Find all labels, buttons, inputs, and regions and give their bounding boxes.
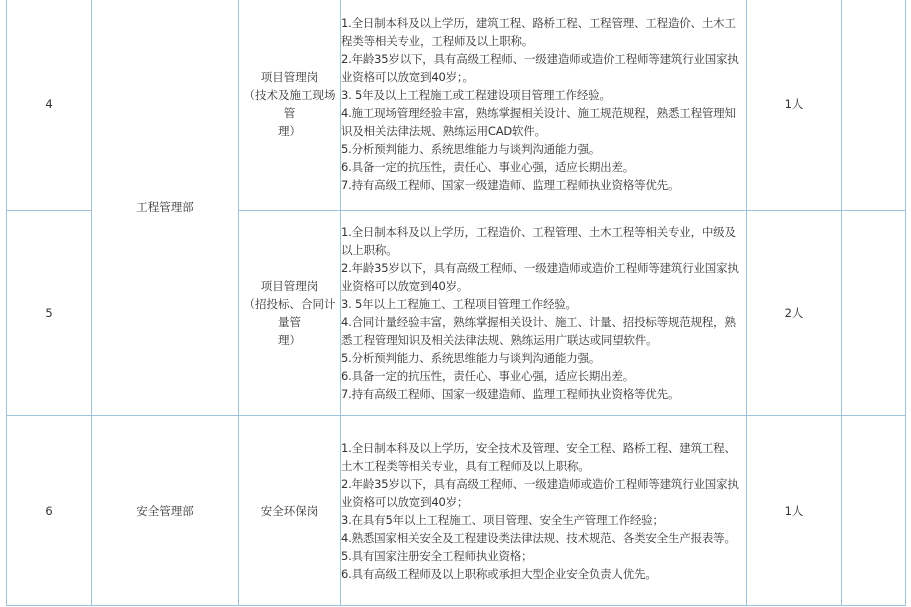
requirement-item: 5.分析预判能力、系统思维能力与谈判沟通能力强。 <box>341 142 601 156</box>
headcount-cell: 1人 <box>747 416 842 606</box>
position-line: 理） <box>278 333 301 347</box>
job-table <box>6 0 906 606</box>
requirement-item: 2.年龄35岁以下，具有高级工程师、一级建造师或造价工程师等建筑行业国家执业资格可以放宽到40岁；。 <box>341 52 739 84</box>
requirement-item: 1.全日制本科及以上学历，工程造价、工程管理、土木工程等相关专业，中级及以上职称。 <box>341 225 736 257</box>
requirement-item: 2.年龄35岁以下，具有高级工程师、一级建造师或造价工程师等建筑行业国家执业资格可以放宽到40岁。 <box>341 261 739 293</box>
position-line: 项目管理岗 <box>260 70 319 84</box>
row-number: 6 <box>7 416 92 606</box>
requirement-item: 3. 5年以上工程施工、工程项目管理工作经验。 <box>341 297 577 311</box>
requirement-item: 7.持有高级工程师、国家一级建造师、监理工程师执业资格等优先。 <box>341 178 680 192</box>
requirements-cell <box>341 416 747 606</box>
position-cell <box>239 211 341 416</box>
position-line: （招投标、合同计量管 <box>243 297 336 329</box>
empty-cell <box>842 0 906 211</box>
requirements-cell <box>341 0 747 211</box>
department-cell: 工程管理部 <box>92 0 239 416</box>
requirement-item: 3.在具有5年以上工程施工、项目管理、安全生产管理工作经验； <box>341 512 664 527</box>
requirement-item: 3. 5年及以上工程施工或工程建设项目管理工作经验。 <box>341 88 611 102</box>
headcount-cell: 2人 <box>747 211 842 416</box>
row-number: 4 <box>7 0 92 211</box>
requirement-item: 6.具有高级工程师及以上职称或承担大型企业安全负责人优先。 <box>341 566 657 581</box>
empty-cell <box>842 211 906 416</box>
requirement-item: 6.具备一定的抗压性，责任心、事业心强，适应长期出差。 <box>341 369 635 383</box>
position-line: 项目管理岗 <box>260 279 319 293</box>
requirement-item: 5.分析预判能力、系统思维能力与谈判沟通能力强。 <box>341 351 601 365</box>
requirement-item: 7.持有高级工程师、国家一级建造师、监理工程师执业资格等优先。 <box>341 387 680 401</box>
requirement-item: 4.施工现场管理经验丰富，熟练掌握相关设计、施工规范规程，熟悉工程管理知识及相关法律法规、熟练运用CAD软件。 <box>341 106 736 138</box>
requirement-item: 1.全日制本科及以上学历，建筑工程、路桥工程、工程管理、工程造价、土木工程类等相关专业，工程师及以上职称。 <box>341 16 736 48</box>
requirement-item: 5.具有国家注册安全工程师执业资格； <box>341 548 533 563</box>
requirement-item: 1.全日制本科及以上学历，安全技术及管理、安全工程、路桥工程、建筑工程、土木工程类等相关专业，具有工程师及以上职称。 <box>341 440 736 473</box>
requirement-item: 6.具备一定的抗压性，责任心、事业心强，适应长期出差。 <box>341 160 635 174</box>
requirement-item: 2.年龄35岁以下，具有高级工程师、一级建造师或造价工程师等建筑行业国家执业资格可以放宽到40岁； <box>341 476 739 509</box>
position-cell <box>239 0 341 211</box>
requirements-cell <box>341 211 747 416</box>
table-row <box>7 0 906 211</box>
position-line: 理） <box>278 124 301 138</box>
requirement-item: 4.合同计量经验丰富，熟练掌握相关设计、施工、计量、招投标等规范规程，熟悉工程管理知识及相关法律法规、熟练运用广联达或同望软件。 <box>341 315 736 347</box>
department-cell: 安全管理部 <box>92 416 239 606</box>
position-line: 安全环保岗 <box>260 503 319 518</box>
headcount-cell: 1人 <box>747 0 842 211</box>
position-cell <box>239 416 341 606</box>
position-line: （技术及施工现场管 <box>243 88 336 120</box>
requirement-item: 4.熟悉国家相关安全及工程建设类法律法规、技术规范、各类安全生产报表等。 <box>341 530 736 545</box>
empty-cell <box>842 416 906 606</box>
row-number: 5 <box>7 211 92 416</box>
table-row <box>7 416 906 606</box>
